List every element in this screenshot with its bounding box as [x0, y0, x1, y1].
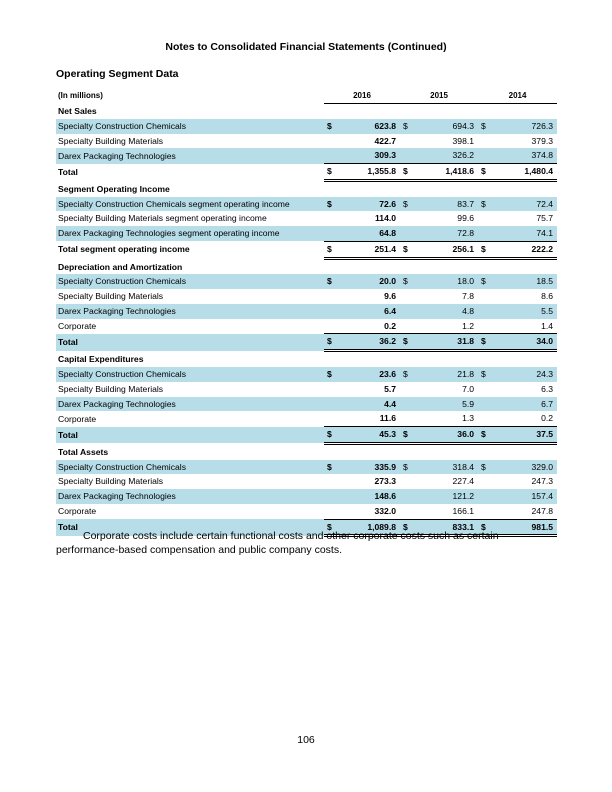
value-2015: 1.2: [462, 320, 475, 331]
units-label: (In millions): [58, 91, 103, 101]
row-label: Darex Packaging Technologies: [56, 397, 324, 412]
value-2016: 36.2: [336, 334, 400, 351]
value-2014: 247.8: [531, 505, 554, 516]
table-row: [56, 460, 557, 475]
row-label: Corporate: [58, 320, 97, 331]
value-2014: 18.5: [490, 274, 557, 289]
value-2016: 1,089.8: [336, 519, 400, 536]
table-row: [56, 119, 557, 134]
value-2016: 6.4: [336, 304, 400, 319]
table-row: [56, 304, 557, 319]
currency-symbol: $: [478, 427, 490, 444]
value-2014: 8.6: [541, 291, 554, 302]
currency-symbol: [400, 397, 412, 412]
currency-symbol: [324, 382, 336, 397]
currency-symbol: $: [324, 241, 336, 258]
row-label: Specialty Construction Chemicals: [56, 460, 324, 475]
row-label: Darex Packaging Technologies: [56, 489, 324, 504]
currency-symbol: $: [324, 367, 336, 382]
row-label: Specialty Building Materials segment operating income: [58, 213, 267, 224]
currency-symbol: [324, 489, 336, 504]
value-2016: 23.6: [336, 367, 400, 382]
table-row: [56, 367, 557, 382]
row-label: Specialty Building Materials: [58, 291, 164, 302]
value-2014: 5.5: [490, 304, 557, 319]
row-label: Specialty Building Materials: [58, 383, 164, 394]
currency-symbol: $: [478, 164, 490, 181]
currency-symbol: [478, 319, 490, 334]
section-title: Operating Segment Data: [56, 68, 179, 80]
value-2016: 148.6: [336, 489, 400, 504]
currency-symbol: [478, 411, 490, 426]
value-2016: 20.0: [336, 274, 400, 289]
value-2016: 0.2: [384, 320, 397, 331]
value-2014: 34.0: [490, 334, 557, 351]
currency-symbol: $: [324, 519, 336, 536]
value-2016: 64.8: [336, 226, 400, 241]
row-label: Corporate: [58, 413, 97, 424]
table-row: [56, 504, 557, 519]
currency-symbol: $: [324, 334, 336, 351]
currency-symbol: [478, 226, 490, 241]
value-2015: 7.8: [462, 291, 475, 302]
section-title-cell: Total Assets: [58, 446, 109, 457]
currency-symbol: $: [324, 460, 336, 475]
value-2015: 7.0: [462, 383, 475, 394]
section-title-cell: Segment Operating Income: [58, 183, 170, 194]
value-2016: 332.0: [374, 505, 397, 516]
currency-symbol: $: [400, 519, 412, 536]
section-header-row: [56, 258, 557, 274]
value-2015: 1.3: [462, 413, 475, 424]
table-row: [56, 289, 557, 304]
currency-symbol: $: [478, 241, 490, 258]
value-2016: 9.6: [384, 291, 397, 302]
currency-symbol: [478, 148, 490, 163]
currency-symbol: [400, 289, 412, 304]
currency-symbol: $: [400, 197, 412, 212]
table-row: [56, 148, 557, 163]
value-2016: 114.0: [374, 213, 397, 224]
row-label: Specialty Construction Chemicals: [56, 119, 324, 134]
currency-symbol: [478, 504, 490, 519]
section-title-cell: Depreciation and Amortization: [58, 261, 183, 272]
row-label: Specialty Construction Chemicals: [56, 367, 324, 382]
currency-symbol: [324, 289, 336, 304]
value-2015: 398.1: [452, 135, 475, 146]
currency-symbol: [478, 489, 490, 504]
operating-segment-table: [56, 89, 557, 537]
value-2014: 329.0: [490, 460, 557, 475]
value-2016: 5.7: [384, 383, 397, 394]
currency-symbol: [400, 304, 412, 319]
currency-symbol: $: [478, 274, 490, 289]
value-2015: 833.1: [412, 519, 478, 536]
section-title-cell: Net Sales: [58, 106, 97, 116]
currency-symbol: [478, 211, 490, 226]
total-row: [56, 241, 557, 258]
value-2015: 326.2: [412, 148, 478, 163]
currency-symbol: [400, 504, 412, 519]
row-label: Total: [56, 334, 324, 351]
year-header-2015: 2015: [400, 89, 478, 104]
value-2014: 6.3: [541, 383, 554, 394]
table-row: [56, 211, 557, 226]
value-2015: 31.8: [412, 334, 478, 351]
footnote: Corporate costs include certain functional costs and other corporate costs such as certain performance-based compensation and public company costs.: [56, 530, 499, 556]
value-2016: 422.7: [374, 135, 397, 146]
value-2015: 5.9: [412, 397, 478, 412]
currency-symbol: [478, 134, 490, 149]
currency-symbol: [400, 148, 412, 163]
currency-symbol: $: [478, 367, 490, 382]
section-header-row: [56, 351, 557, 367]
currency-symbol: [478, 304, 490, 319]
row-label: Total: [58, 166, 78, 177]
currency-symbol: $: [478, 460, 490, 475]
value-2015: 99.6: [457, 213, 475, 224]
currency-symbol: $: [400, 367, 412, 382]
value-2015: 121.2: [412, 489, 478, 504]
currency-symbol: [478, 289, 490, 304]
value-2014: 74.1: [490, 226, 557, 241]
currency-symbol: $: [400, 164, 412, 181]
currency-symbol: $: [478, 519, 490, 536]
value-2016: 1,355.8: [336, 164, 400, 181]
currency-symbol: [400, 226, 412, 241]
currency-symbol: $: [324, 164, 336, 181]
row-label: Corporate: [58, 506, 97, 517]
table-row: [56, 274, 557, 289]
row-label: Darex Packaging Technologies segment operating income: [56, 226, 324, 241]
currency-symbol: $: [400, 460, 412, 475]
total-row: [56, 164, 557, 181]
value-2015: 227.4: [452, 476, 475, 487]
row-label: Specialty Building Materials: [58, 135, 164, 146]
value-2014: 247.3: [531, 476, 554, 487]
table-row: [56, 411, 557, 426]
table-row: [56, 134, 557, 149]
table-row: [56, 382, 557, 397]
value-2014: 379.3: [531, 135, 554, 146]
currency-symbol: [478, 382, 490, 397]
currency-symbol: $: [478, 334, 490, 351]
value-2014: 981.5: [490, 519, 557, 536]
currency-symbol: $: [478, 119, 490, 134]
value-2014: 157.4: [490, 489, 557, 504]
value-2016: 335.9: [336, 460, 400, 475]
value-2015: 1,418.6: [412, 164, 478, 181]
value-2014: 222.2: [490, 241, 557, 258]
value-2014: 24.3: [490, 367, 557, 382]
page-title: Notes to Consolidated Financial Statements (Continued): [165, 41, 447, 53]
currency-symbol: [324, 504, 336, 519]
row-label: Total segment operating income: [58, 244, 190, 255]
total-row: [56, 334, 557, 351]
year-header-2014: 2014: [478, 89, 557, 104]
currency-symbol: $: [478, 197, 490, 212]
currency-symbol: [324, 304, 336, 319]
row-label: Total: [56, 519, 324, 536]
page-number: 106: [297, 734, 315, 746]
value-2015: 21.8: [412, 367, 478, 382]
section-header-row: [56, 180, 557, 196]
currency-symbol: [400, 211, 412, 226]
value-2016: 623.8: [336, 119, 400, 134]
value-2015: 256.1: [412, 241, 478, 258]
currency-symbol: [478, 474, 490, 489]
value-2016: 251.4: [336, 241, 400, 258]
value-2014: 1,480.4: [490, 164, 557, 181]
section-title-cell: Capital Expenditures: [58, 354, 144, 365]
value-2016: 72.6: [336, 197, 400, 212]
currency-symbol: [324, 411, 336, 426]
currency-symbol: $: [400, 427, 412, 444]
table-row: [56, 226, 557, 241]
value-2014: 72.4: [490, 197, 557, 212]
value-2014: 37.5: [490, 427, 557, 444]
row-label: Specialty Construction Chemicals: [56, 274, 324, 289]
currency-symbol: [324, 397, 336, 412]
year-header-2016: 2016: [324, 89, 400, 104]
table-header-row: [56, 89, 557, 104]
currency-symbol: [400, 134, 412, 149]
currency-symbol: [400, 489, 412, 504]
value-2015: 72.8: [412, 226, 478, 241]
value-2016: 309.3: [336, 148, 400, 163]
value-2015: 4.8: [412, 304, 478, 319]
currency-symbol: [324, 226, 336, 241]
currency-symbol: $: [400, 334, 412, 351]
currency-symbol: $: [324, 274, 336, 289]
currency-symbol: $: [324, 197, 336, 212]
table-row: [56, 489, 557, 504]
currency-symbol: [400, 411, 412, 426]
currency-symbol: [478, 397, 490, 412]
value-2015: 36.0: [412, 427, 478, 444]
value-2016: 273.3: [374, 476, 397, 487]
currency-symbol: [324, 148, 336, 163]
value-2015: 694.3: [412, 119, 478, 134]
table-row: [56, 319, 557, 334]
row-label: Specialty Building Materials: [58, 476, 164, 487]
section-header-row: [56, 104, 557, 119]
currency-symbol: $: [324, 119, 336, 134]
currency-symbol: [324, 319, 336, 334]
currency-symbol: [324, 211, 336, 226]
value-2015: 318.4: [412, 460, 478, 475]
value-2016: 45.3: [336, 427, 400, 444]
value-2014: 1.4: [541, 320, 554, 331]
currency-symbol: [400, 474, 412, 489]
table-row: [56, 474, 557, 489]
value-2016: 11.6: [379, 413, 397, 424]
value-2014: 0.2: [541, 413, 554, 424]
table-row: [56, 197, 557, 212]
currency-symbol: [324, 474, 336, 489]
currency-symbol: $: [400, 274, 412, 289]
currency-symbol: $: [400, 119, 412, 134]
value-2014: 6.7: [490, 397, 557, 412]
value-2015: 18.0: [412, 274, 478, 289]
value-2014: 374.8: [490, 148, 557, 163]
currency-symbol: [400, 382, 412, 397]
row-label: Darex Packaging Technologies: [56, 148, 324, 163]
value-2014: 75.7: [536, 213, 554, 224]
value-2016: 4.4: [336, 397, 400, 412]
total-row: [56, 427, 557, 444]
value-2014: 726.3: [490, 119, 557, 134]
table-row: [56, 397, 557, 412]
row-label: Darex Packaging Technologies: [56, 304, 324, 319]
section-header-row: [56, 443, 557, 459]
currency-symbol: $: [400, 241, 412, 258]
currency-symbol: $: [324, 427, 336, 444]
value-2015: 166.1: [452, 505, 475, 516]
value-2015: 83.7: [412, 197, 478, 212]
row-label: Total: [56, 427, 324, 444]
currency-symbol: [324, 134, 336, 149]
currency-symbol: [400, 319, 412, 334]
row-label: Specialty Construction Chemicals segment operating income: [56, 197, 324, 212]
